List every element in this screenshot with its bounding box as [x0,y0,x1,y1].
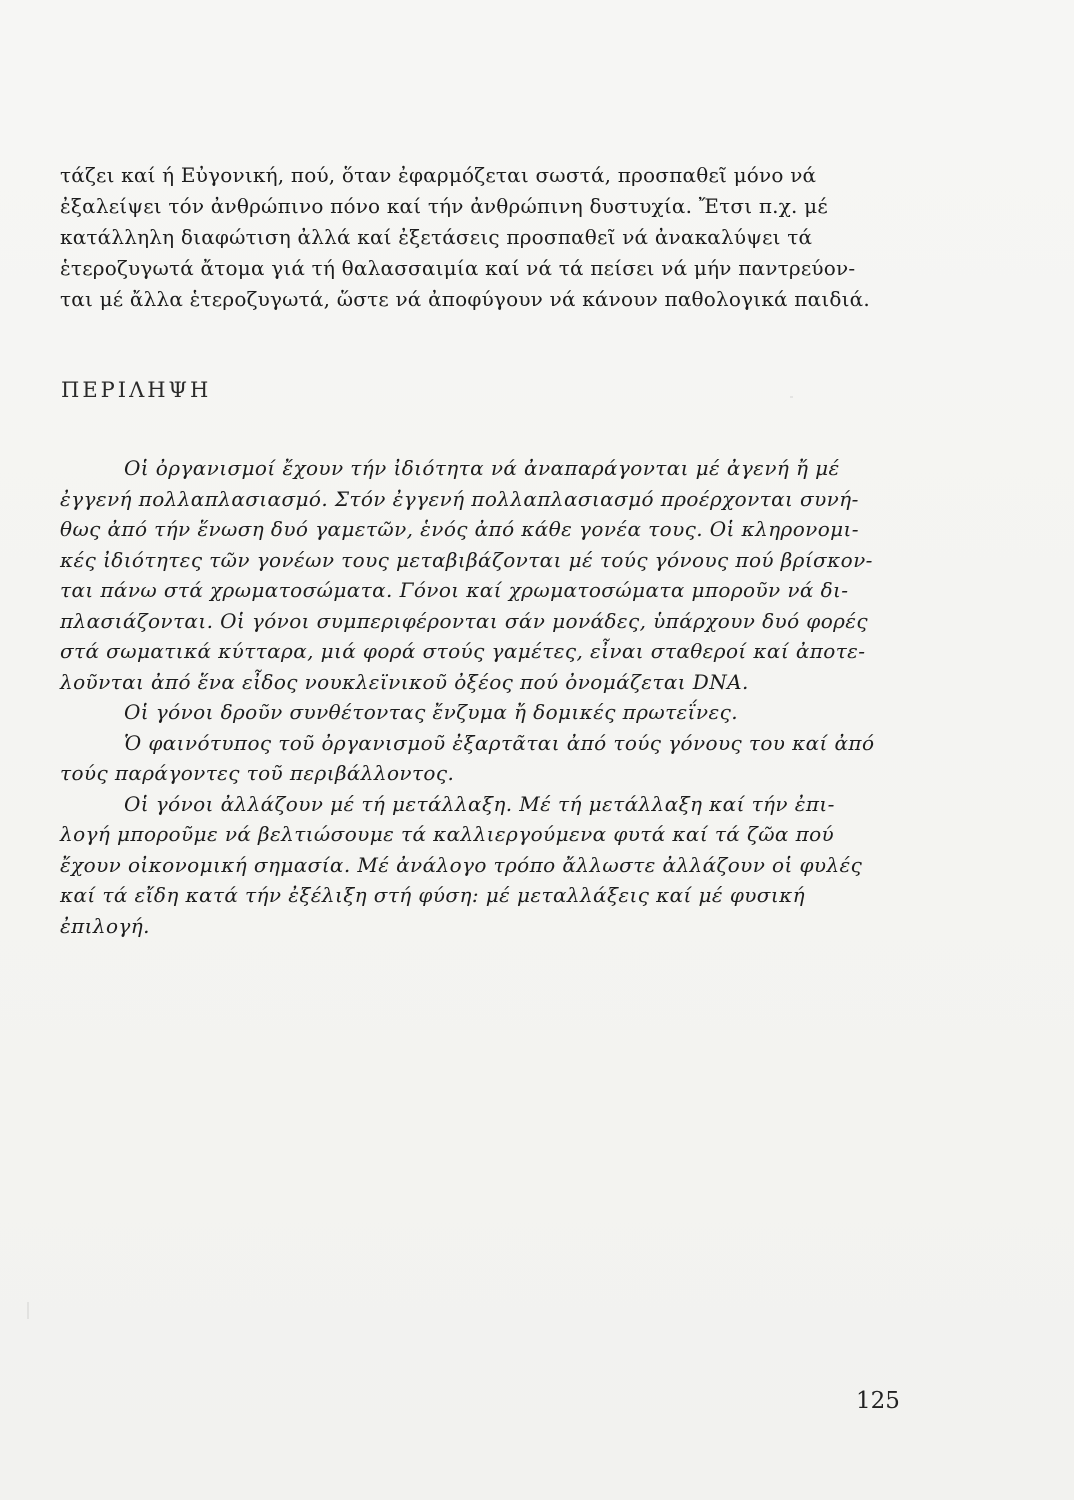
summary-line: λοῦνται ἀπό ἕνα εἶδος νουκλεϊνικοῦ ὀξέος πού ὀνομάζεται DNA. [60,669,749,694]
summary-line: κές ἰδιότητες τῶν γονέων τους μεταβιβάζονται μέ τούς γόνους πού βρίσκον- [60,547,873,572]
summary-line: πλασιάζονται. Οἱ γόνοι συμπεριφέρονται σάν μονάδες, ὑπάρχουν δυό φορές [60,608,869,633]
summary-line: Οἱ γόνοι δροῦν συνθέτοντας ἔνζυμα ἤ δομικές πρωτεΐνες. [124,700,738,724]
scan-artifact [27,1302,29,1319]
intro-line: τάζει καί ή Εὐγονική, πού, ὅταν ἐφαρμόζεται σωστά, προσπαθεῖ μόνο νά [60,163,817,187]
summary-line: ται πάνω στά χρωματοσώματα. Γόνοι καί χρωματοσώματα μποροῦν νά δι- [60,578,849,602]
summary-line: στά σωματικά κύτταρα, μιά φορά στούς γαμέτες, εἶναι σταθεροί καί ἀποτε- [60,639,866,663]
summary-line: ἔχουν οἰκονομική σημασία. Μέ ἀνάλογο τρόπο ἄλλωστε ἀλλάζουν οἱ φυλές [60,852,863,877]
summary-line: ἐπιλογή. [60,913,150,938]
scan-artifact [790,396,793,398]
intro-line: ἑτεροζυγωτά ἄτομα γιά τή θαλασσαιμία καί νά τά πείσει νά μήν παντρεύον- [60,256,856,280]
summary-line: Οἱ γόνοι ἀλλάζουν μέ τή μετάλλαξη. Μέ τή μετάλλαξη καί τήν ἐπι- [124,791,835,816]
summary-line: Οἱ ὀργανισμοί ἔχουν τήν ἰδιότητα νά ἀναπαράγονται μέ ἀγενή ἤ μέ [124,456,840,480]
summary-line: ἐγγενή πολλαπλασιασμό. Στόν ἐγγενή πολλαπλασιασμό προέρχονται συνή- [60,486,859,511]
summary-line: Ὁ φαινότυπος τοῦ ὀργανισμοῦ ἐξαρτᾶται ἀπό τούς γόνους του καί ἀπό [124,730,875,755]
summary-line: θως ἀπό τήν ἕνωση δυό γαμετῶν, ἑνός ἀπό κάθε γονέα τους. Οἱ κληρονομι- [60,517,859,541]
summary-heading: ΠΕΡΙΛΗΨΗ [61,378,212,402]
summary-line: καί τά εἴδη κατά τήν ἐξέλιξη στή φύση: μέ μεταλλάξεις καί μέ φυσική [60,883,805,907]
summary-line: λογή μποροῦμε νά βελτιώσουμε τά καλλιεργούμενα φυτά καί τά ζῶα πού [60,822,835,846]
intro-paragraph [60,160,910,315]
intro-line: ἐξαλείψει τόν ἀνθρώπινο πόνο καί τήν ἀνθρώπινη δυστυχία. Ἔτσι π.χ. μέ [60,194,828,218]
page-number: 125 [856,1388,900,1414]
summary-line: τούς παράγοντες τοῦ περιβάλλοντος. [60,761,455,785]
intro-line: κατάλληλη διαφώτιση ἀλλά καί ἐξετάσεις προσπαθεῖ νά ἀνακαλύψει τά [60,225,813,249]
summary-section [60,453,910,941]
intro-line: ται μέ ἄλλα ἑτεροζυγωτά, ὥστε νά ἀποφύγουν νά κάνουν παθολογικά παιδιά. [60,287,870,311]
